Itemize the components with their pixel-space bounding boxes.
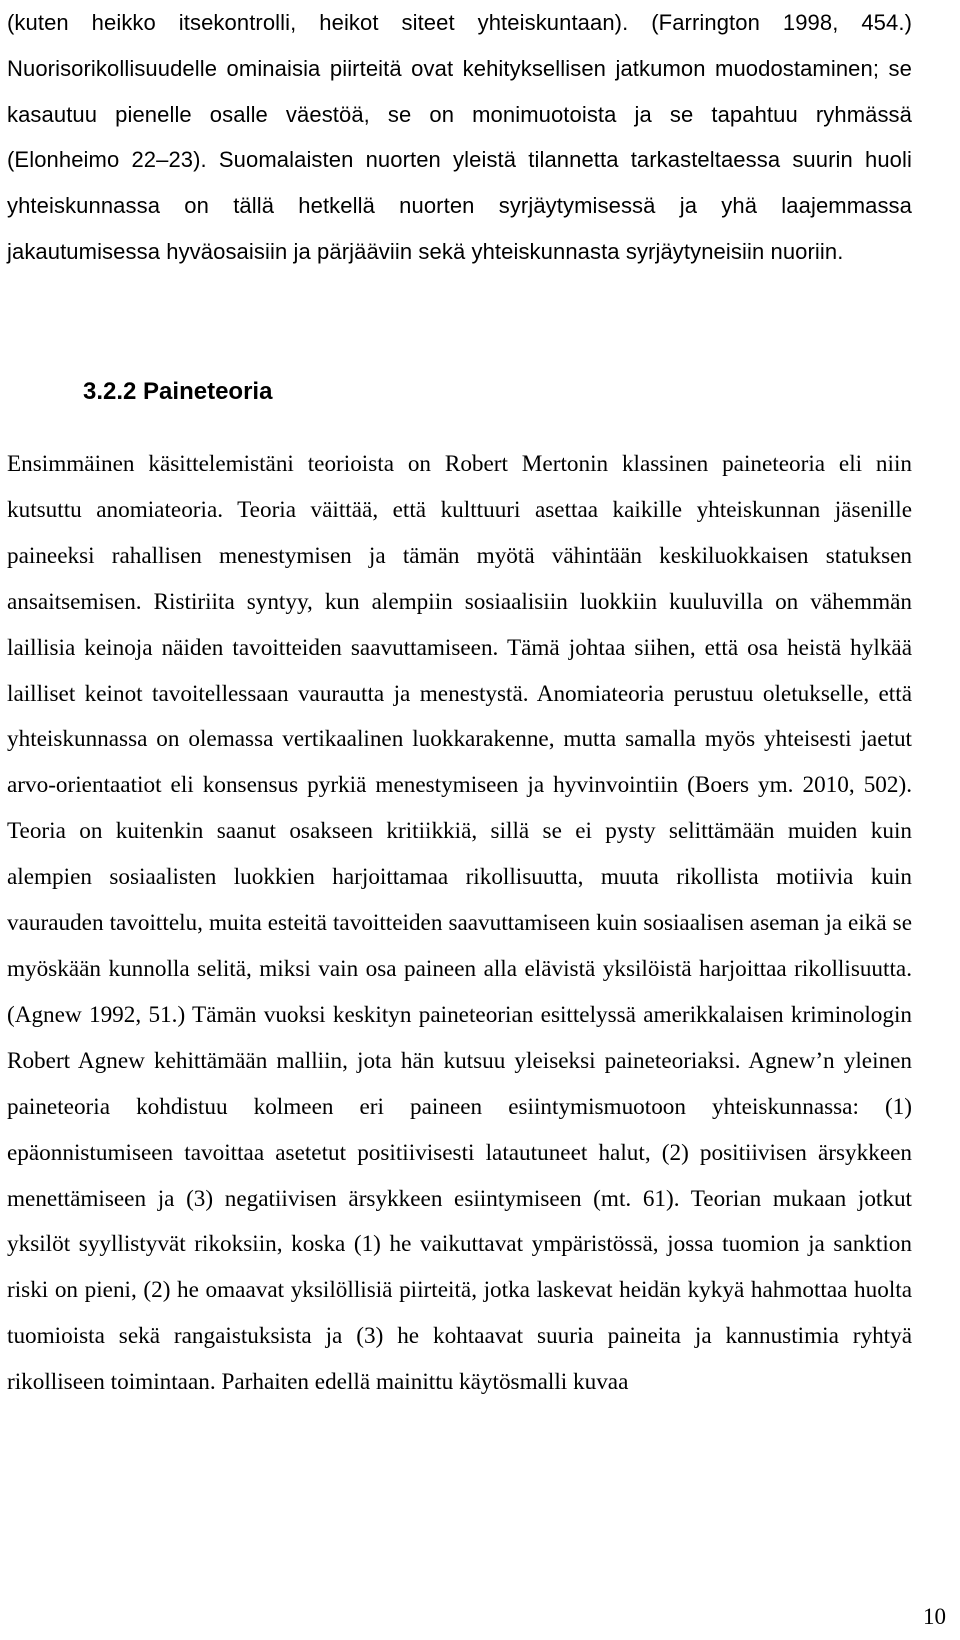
paragraph-intro: (kuten heikko itsekontrolli, heikot siteet yhteiskuntaan). (Farrington 1998, 454.) Nuorisorikollisuudelle ominaisia piirteitä ovat kehityksellisen jatkumon muodostaminen; se kasautuu pienelle osalle väestöä, se on monimuotoista ja se tapahtuu ryhmässä (Elonheimo 22–23). Suomalaisten nuorten yleistä tilannetta tarkasteltaessa suurin huoli yhteiskunnassa on tällä hetkellä nuorten syrjäytymisessä ja yhä laajemmassa jakautumisessa hyväosaisiin ja pärjääviin sekä yhteiskunnasta syrjäytyneisiin nuoriin. [7, 10, 912, 264]
page-number: 10 [923, 1604, 946, 1629]
paragraph-strain-theory: Ensimmäinen käsittelemistäni teorioista on Robert Mertonin klassinen paineteoria eli niin kutsuttu anomiateoria. Teoria väittää, että kulttuuri asettaa kaikille yhteiskunnan jäsenille paineeksi rahallisen menestymisen ja tämän myötä vähintään keskiluokkaisen statuksen ansaitsemisen. Ristiriita syntyy, kun alempiin sosiaalisiin luokkiin kuuluvilla on vähemmän laillisia keinoja näiden tavoitteiden saavuttamiseen. Tämä johtaa siihen, että osa heistä hylkää lailliset keinot tavoitellessaan vaurautta ja menestystä. Anomiateoria perustuu oletukselle, että yhteiskunnassa on olemassa vertikaalinen luokkarakenne, mutta samalla myös yhteisesti jaetut arvo-orientaatiot eli konsensus pyrkiä menestymiseen ja hyvinvointiin (Boers ym. 2010, 502). Teoria on kuitenkin saanut osakseen kritiikkiä, sillä se ei pysty selittämään muiden kuin alempien sosiaalisten luokkien harjoittamaa rikollisuutta, muuta rikollista motiivia kuin vaurauden tavoittelu, muita esteitä tavoitteiden saavuttamiseen kuin sosiaalisen aseman ja eikä se myöskään kunnolla selitä, miksi vain osa paineen alla elävistä yksilöistä harjoittaa rikollisuutta. (Agnew 1992, 51.) Tämän vuoksi keskityn paineteorian esittelyssä amerikkalaisen kriminologin Robert Agnew kehittämään malliin, jota hän kutsuu yleiseksi paineteoriaksi. Agnew’n yleinen paineteoria kohdistuu kolmeen eri paineen esiintymismuotoon yhteiskunnassa: (1) epäonnistumiseen tavoittaa asetetut positiivisesti latautuneet halut, (2) positiivisen ärsykkeen menettämiseen ja (3) negatiivisen ärsykkeen esiintymiseen (mt. 61). Teorian mukaan jotkut yksilöt syyllistyvät rikoksiin, koska (1) he vaikuttavat ympäristössä, jossa tuomion ja sanktion riski on pieni, (2) he omaavat yksilöllisiä piirteitä, jotka laskevat heidän kykyä hahmottaa huolta tuomioista sekä rangaistuksista ja (3) he kohtaavat suuria paineita ja kannustimia ryhtyä rikolliseen toimintaan. Parhaiten edellä mainittu käytösmalli kuvaa [7, 451, 912, 1396]
section-heading: 3.2.2 Paineteoria [83, 378, 273, 405]
